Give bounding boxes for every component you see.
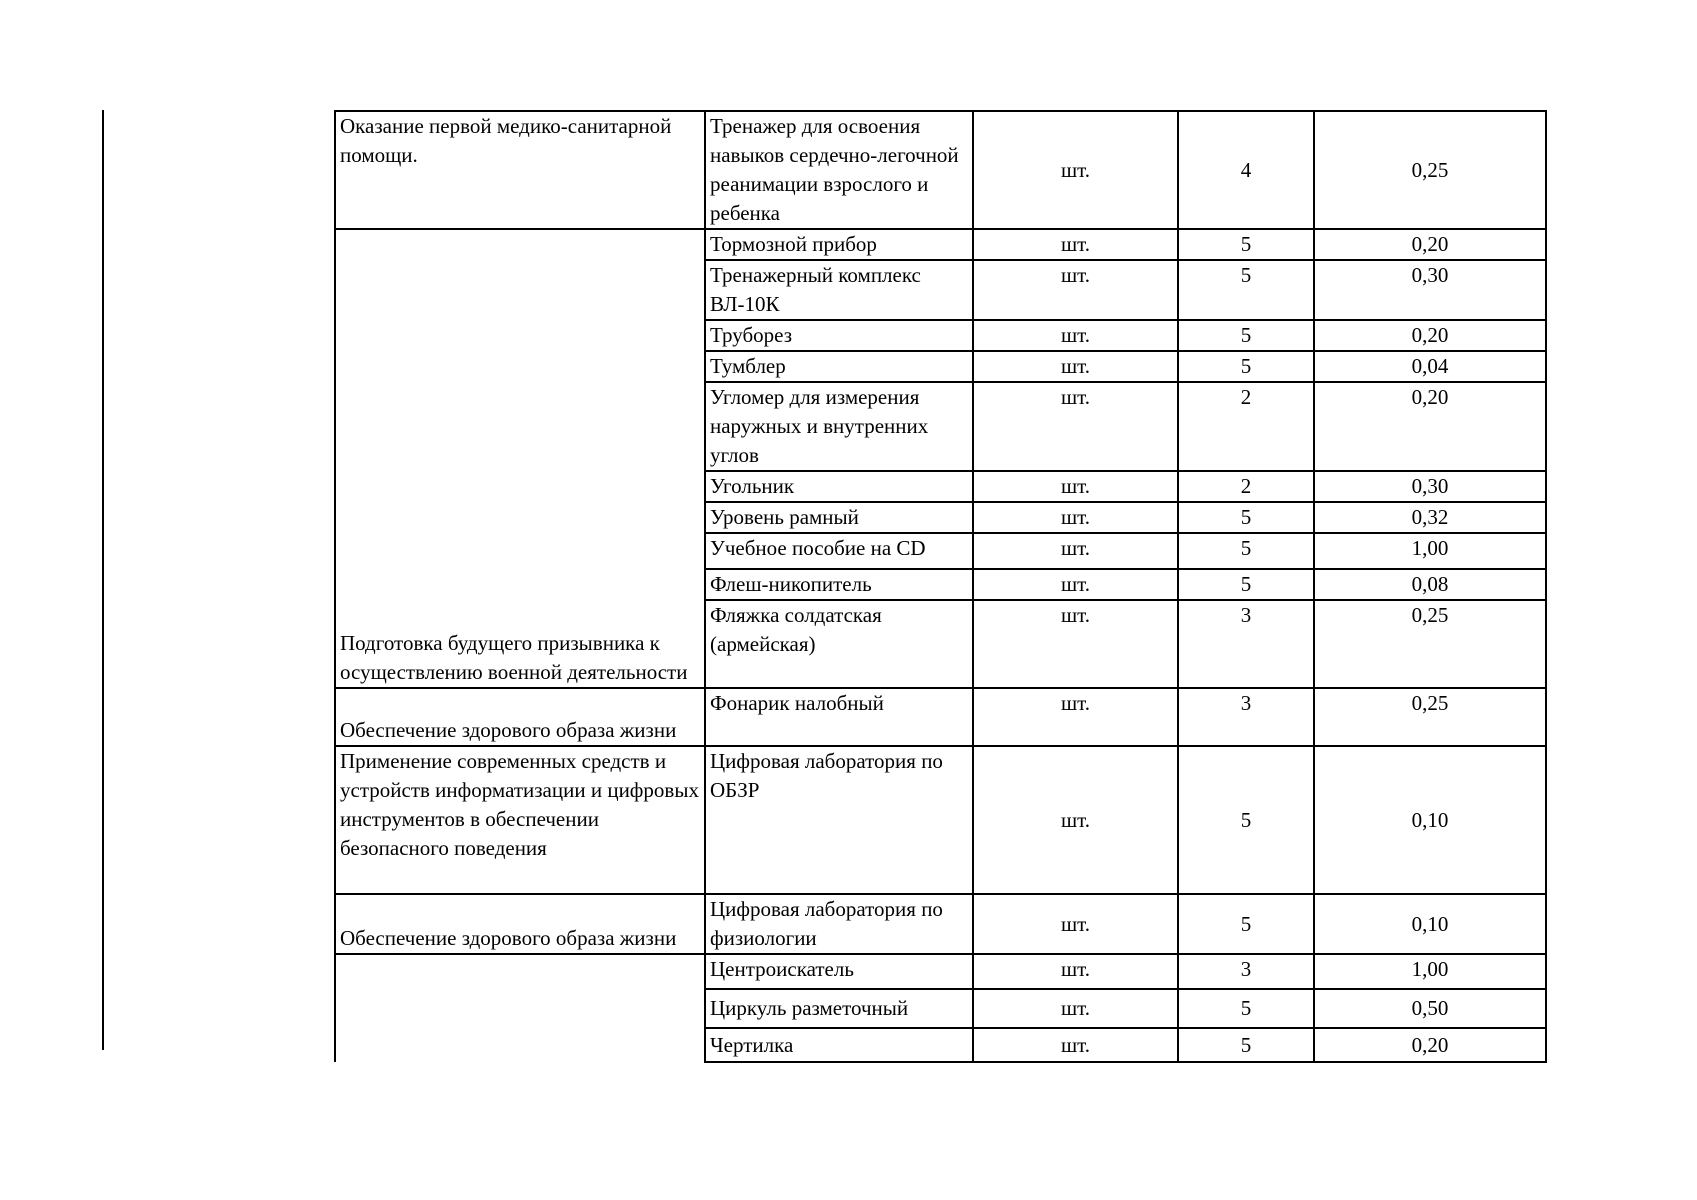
quantity-cell: 3 <box>1178 954 1314 989</box>
quantity-cell: 5 <box>1178 260 1314 320</box>
unit-cell: шт. <box>973 1028 1178 1062</box>
unit-cell: шт. <box>973 229 1178 260</box>
value-cell: 0,32 <box>1314 502 1546 533</box>
unit-cell: шт. <box>973 320 1178 351</box>
equipment-table <box>334 110 1547 1063</box>
unit-cell: шт. <box>973 533 1178 569</box>
item-name-cell: Тренажерный комплекс ВЛ-10К <box>705 260 973 320</box>
unit-cell: шт. <box>973 569 1178 600</box>
unit-cell: шт. <box>973 502 1178 533</box>
unit-cell: шт. <box>973 260 1178 320</box>
value-cell: 0,08 <box>1314 569 1546 600</box>
item-name-cell: Угломер для измерения наружных и внутренних углов <box>705 382 973 471</box>
quantity-cell: 5 <box>1178 989 1314 1028</box>
quantity-cell: 5 <box>1178 320 1314 351</box>
value-cell: 0,20 <box>1314 1028 1546 1062</box>
table-row <box>335 954 1546 989</box>
quantity-cell: 2 <box>1178 382 1314 471</box>
topic-cell: Обеспечение здорового образа жизни <box>335 688 705 746</box>
item-name-cell: Фляжка солдатская (армейская) <box>705 600 973 688</box>
table-row <box>335 229 1546 260</box>
table-row <box>335 111 1546 229</box>
quantity-cell: 5 <box>1178 894 1314 954</box>
value-cell: 0,25 <box>1314 688 1546 746</box>
page-margin-line <box>102 110 104 1050</box>
topic-cell: Оказание первой медико-санитарной помощи. <box>335 111 705 229</box>
item-name-cell: Флеш-никопитель <box>705 569 973 600</box>
item-name-cell: Тренажер для освоения навыков сердечно-легочной реанимации взрослого и ребенка <box>705 111 973 229</box>
item-name-cell: Цифровая лаборатория по ОБЗР <box>705 746 973 894</box>
item-name-cell: Тумблер <box>705 351 973 382</box>
value-cell: 1,00 <box>1314 954 1546 989</box>
value-cell: 0,04 <box>1314 351 1546 382</box>
quantity-cell: 5 <box>1178 569 1314 600</box>
quantity-cell: 5 <box>1178 533 1314 569</box>
quantity-cell: 3 <box>1178 600 1314 688</box>
unit-cell: шт. <box>973 351 1178 382</box>
value-cell: 0,20 <box>1314 229 1546 260</box>
quantity-cell: 2 <box>1178 471 1314 502</box>
item-name-cell: Угольник <box>705 471 973 502</box>
table-row <box>335 688 1546 746</box>
quantity-cell: 5 <box>1178 746 1314 894</box>
item-name-cell: Фонарик налобный <box>705 688 973 746</box>
unit-cell: шт. <box>973 382 1178 471</box>
quantity-cell: 3 <box>1178 688 1314 746</box>
item-name-cell: Труборез <box>705 320 973 351</box>
value-cell: 0,20 <box>1314 320 1546 351</box>
unit-cell: шт. <box>973 894 1178 954</box>
value-cell: 0,10 <box>1314 746 1546 894</box>
item-name-cell: Учебное пособие на CD <box>705 533 973 569</box>
unit-cell: шт. <box>973 688 1178 746</box>
item-name-cell: Центроискатель <box>705 954 973 989</box>
quantity-cell: 5 <box>1178 1028 1314 1062</box>
unit-cell: шт. <box>973 471 1178 502</box>
topic-cell: Подготовка будущего призывника к осуществлению военной деятельности <box>335 229 705 688</box>
quantity-cell: 5 <box>1178 502 1314 533</box>
table-row <box>335 894 1546 954</box>
topic-cell-blank <box>335 954 705 1062</box>
item-name-cell: Уровень рамный <box>705 502 973 533</box>
unit-cell: шт. <box>973 954 1178 989</box>
topic-cell: Применение современных средств и устройств информатизации и цифровых инструментов в обеспечении безопасного поведения <box>335 746 705 894</box>
unit-cell: шт. <box>973 989 1178 1028</box>
quantity-cell: 5 <box>1178 351 1314 382</box>
value-cell: 0,30 <box>1314 260 1546 320</box>
unit-cell: шт. <box>973 746 1178 894</box>
value-cell: 0,50 <box>1314 989 1546 1028</box>
item-name-cell: Циркуль разметочный <box>705 989 973 1028</box>
value-cell: 0,25 <box>1314 600 1546 688</box>
value-cell: 0,30 <box>1314 471 1546 502</box>
value-cell: 0,10 <box>1314 894 1546 954</box>
value-cell: 0,20 <box>1314 382 1546 471</box>
quantity-cell: 5 <box>1178 229 1314 260</box>
item-name-cell: Цифровая лаборатория по физиологии <box>705 894 973 954</box>
quantity-cell: 4 <box>1178 111 1314 229</box>
unit-cell: шт. <box>973 600 1178 688</box>
unit-cell: шт. <box>973 111 1178 229</box>
value-cell: 0,25 <box>1314 111 1546 229</box>
item-name-cell: Чертилка <box>705 1028 973 1062</box>
value-cell: 1,00 <box>1314 533 1546 569</box>
table-row <box>335 746 1546 894</box>
item-name-cell: Тормозной прибор <box>705 229 973 260</box>
topic-cell: Обеспечение здорового образа жизни <box>335 894 705 954</box>
